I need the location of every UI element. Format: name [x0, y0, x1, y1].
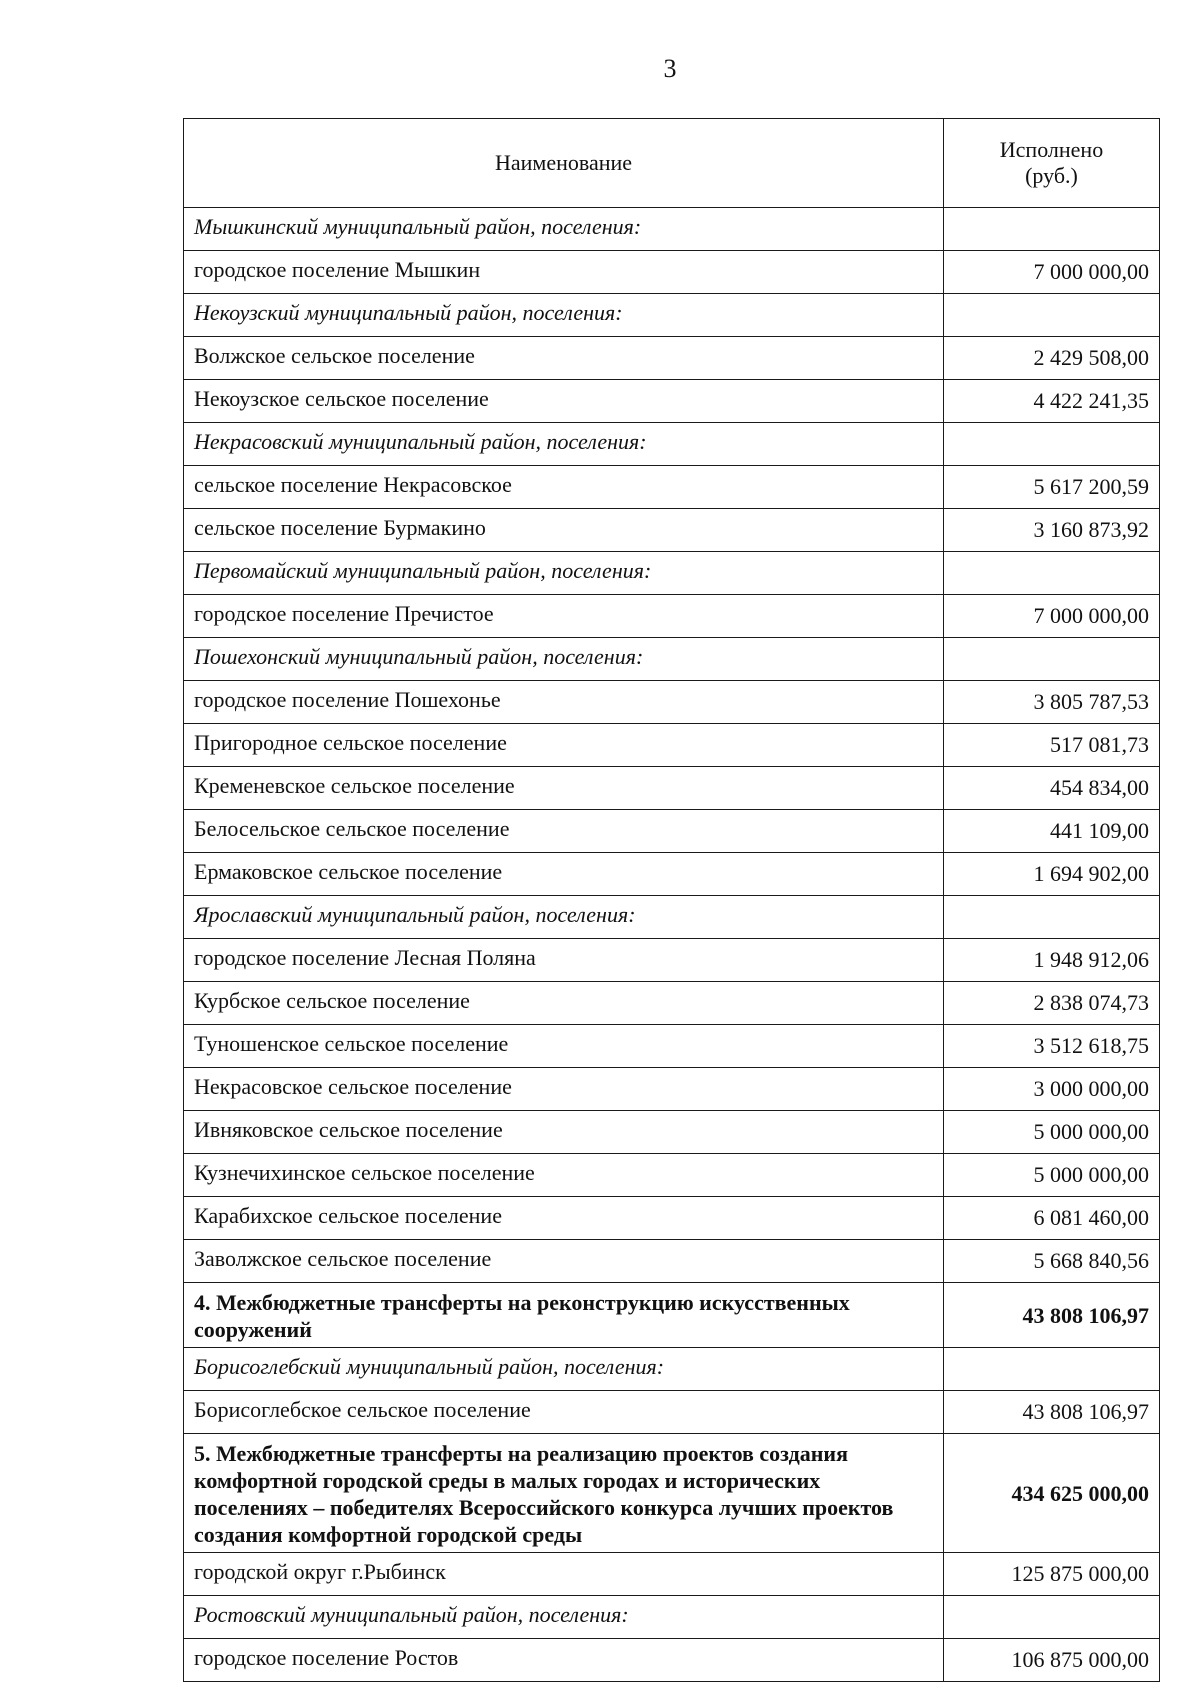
settlement-name: городской округ г.Рыбинск	[184, 1553, 944, 1596]
amount-cell: 2 838 074,73	[944, 982, 1160, 1025]
settlement-name: Курбское сельское поселение	[184, 982, 944, 1025]
settlement-name: Кременевское сельское поселение	[184, 767, 944, 810]
district-name: Некоузский муниципальный район, поселения:	[184, 294, 944, 337]
amount-cell: 5 668 840,56	[944, 1240, 1160, 1283]
amount-cell: 454 834,00	[944, 767, 1160, 810]
district-name: Борисоглебский муниципальный район, поселения:	[184, 1348, 944, 1391]
amount-cell	[944, 423, 1160, 466]
section-title: 5. Межбюджетные трансферты на реализацию проектов создания комфортной городской среды в малых городах и исторических поселениях – победителях Всероссийского конкурса лучших проектов создания комфортной городской среды	[184, 1434, 944, 1553]
settlement-name: Карабихское сельское поселение	[184, 1197, 944, 1240]
amount-cell	[944, 294, 1160, 337]
section-total-row	[184, 1283, 1160, 1348]
section-title: 4. Межбюджетные трансферты на реконструкцию искусственных сооружений	[184, 1283, 944, 1348]
amount-cell: 1 694 902,00	[944, 853, 1160, 896]
district-header-row	[184, 1596, 1160, 1639]
amount-cell: 1 948 912,06	[944, 939, 1160, 982]
settlement-name: Заволжское сельское поселение	[184, 1240, 944, 1283]
section-total-row	[184, 1434, 1160, 1553]
section-total-amount: 434 625 000,00	[944, 1434, 1160, 1553]
table-header-row	[184, 119, 1160, 208]
table-row	[184, 681, 1160, 724]
table-row	[184, 724, 1160, 767]
district-header-row	[184, 1348, 1160, 1391]
table-row	[184, 1391, 1160, 1434]
table-row	[184, 337, 1160, 380]
settlement-name: сельское поселение Некрасовское	[184, 466, 944, 509]
district-name: Некрасовский муниципальный район, поселения:	[184, 423, 944, 466]
table-row	[184, 1197, 1160, 1240]
amount-cell: 2 429 508,00	[944, 337, 1160, 380]
district-header-row	[184, 208, 1160, 251]
district-name: Первомайский муниципальный район, поселения:	[184, 552, 944, 595]
district-header-row	[184, 896, 1160, 939]
settlement-name: Кузнечихинское сельское поселение	[184, 1154, 944, 1197]
table-row	[184, 1154, 1160, 1197]
district-header-row	[184, 423, 1160, 466]
settlement-name: городское поселение Пречистое	[184, 595, 944, 638]
settlement-name: Некоузское сельское поселение	[184, 380, 944, 423]
amount-cell: 3 805 787,53	[944, 681, 1160, 724]
amount-cell: 5 000 000,00	[944, 1154, 1160, 1197]
table-row	[184, 251, 1160, 294]
district-name: Пошехонский муниципальный район, поселения:	[184, 638, 944, 681]
district-name: Мышкинский муниципальный район, поселения:	[184, 208, 944, 251]
settlement-name: Ивняковское сельское поселение	[184, 1111, 944, 1154]
amount-cell: 6 081 460,00	[944, 1197, 1160, 1240]
settlement-name: городское поселение Пошехонье	[184, 681, 944, 724]
column-header-name: Наименование	[184, 119, 944, 208]
amount-cell	[944, 208, 1160, 251]
amount-cell: 3 160 873,92	[944, 509, 1160, 552]
table-row	[184, 380, 1160, 423]
settlement-name: Волжское сельское поселение	[184, 337, 944, 380]
table-row	[184, 1111, 1160, 1154]
table-row	[184, 1553, 1160, 1596]
table-row	[184, 509, 1160, 552]
table-row	[184, 810, 1160, 853]
settlement-name: Борисоглебское сельское поселение	[184, 1391, 944, 1434]
settlement-name: городское поселение Ростов	[184, 1639, 944, 1682]
settlement-name: Некрасовское сельское поселение	[184, 1068, 944, 1111]
table-row	[184, 982, 1160, 1025]
district-name: Ярославский муниципальный район, поселения:	[184, 896, 944, 939]
table-row	[184, 1240, 1160, 1283]
column-header-amount-line2: (руб.)	[1025, 163, 1078, 188]
column-header-amount	[944, 119, 1160, 208]
amount-cell: 3 512 618,75	[944, 1025, 1160, 1068]
table-row	[184, 939, 1160, 982]
amount-cell	[944, 1596, 1160, 1639]
table-body	[184, 208, 1160, 1682]
table-row	[184, 466, 1160, 509]
amount-cell: 125 875 000,00	[944, 1553, 1160, 1596]
amount-cell: 5 617 200,59	[944, 466, 1160, 509]
amount-cell: 7 000 000,00	[944, 595, 1160, 638]
settlement-name: городское поселение Мышкин	[184, 251, 944, 294]
table-row	[184, 1025, 1160, 1068]
amount-cell	[944, 552, 1160, 595]
settlement-name: Белосельское сельское поселение	[184, 810, 944, 853]
amount-cell	[944, 896, 1160, 939]
page-number: 3	[663, 54, 677, 83]
settlement-name: Туношенское сельское поселение	[184, 1025, 944, 1068]
settlement-name: сельское поселение Бурмакино	[184, 509, 944, 552]
district-header-row	[184, 552, 1160, 595]
amount-cell: 3 000 000,00	[944, 1068, 1160, 1111]
settlement-name: городское поселение Лесная Поляна	[184, 939, 944, 982]
amount-cell: 7 000 000,00	[944, 251, 1160, 294]
table-row	[184, 1068, 1160, 1111]
amount-cell	[944, 638, 1160, 681]
amount-cell: 5 000 000,00	[944, 1111, 1160, 1154]
amount-cell: 4 422 241,35	[944, 380, 1160, 423]
report-table	[183, 118, 1160, 1682]
amount-cell	[944, 1348, 1160, 1391]
amount-cell: 441 109,00	[944, 810, 1160, 853]
district-header-row	[184, 294, 1160, 337]
column-header-amount-line1: Исполнено	[999, 137, 1104, 162]
table-row	[184, 767, 1160, 810]
section-total-amount: 43 808 106,97	[944, 1283, 1160, 1348]
settlement-name: Ермаковское сельское поселение	[184, 853, 944, 896]
settlement-name: Пригородное сельское поселение	[184, 724, 944, 767]
table-row	[184, 1639, 1160, 1682]
district-header-row	[184, 638, 1160, 681]
table-row	[184, 853, 1160, 896]
amount-cell: 517 081,73	[944, 724, 1160, 767]
table-row	[184, 595, 1160, 638]
district-name: Ростовский муниципальный район, поселения:	[184, 1596, 944, 1639]
amount-cell: 106 875 000,00	[944, 1639, 1160, 1682]
amount-cell: 43 808 106,97	[944, 1391, 1160, 1434]
